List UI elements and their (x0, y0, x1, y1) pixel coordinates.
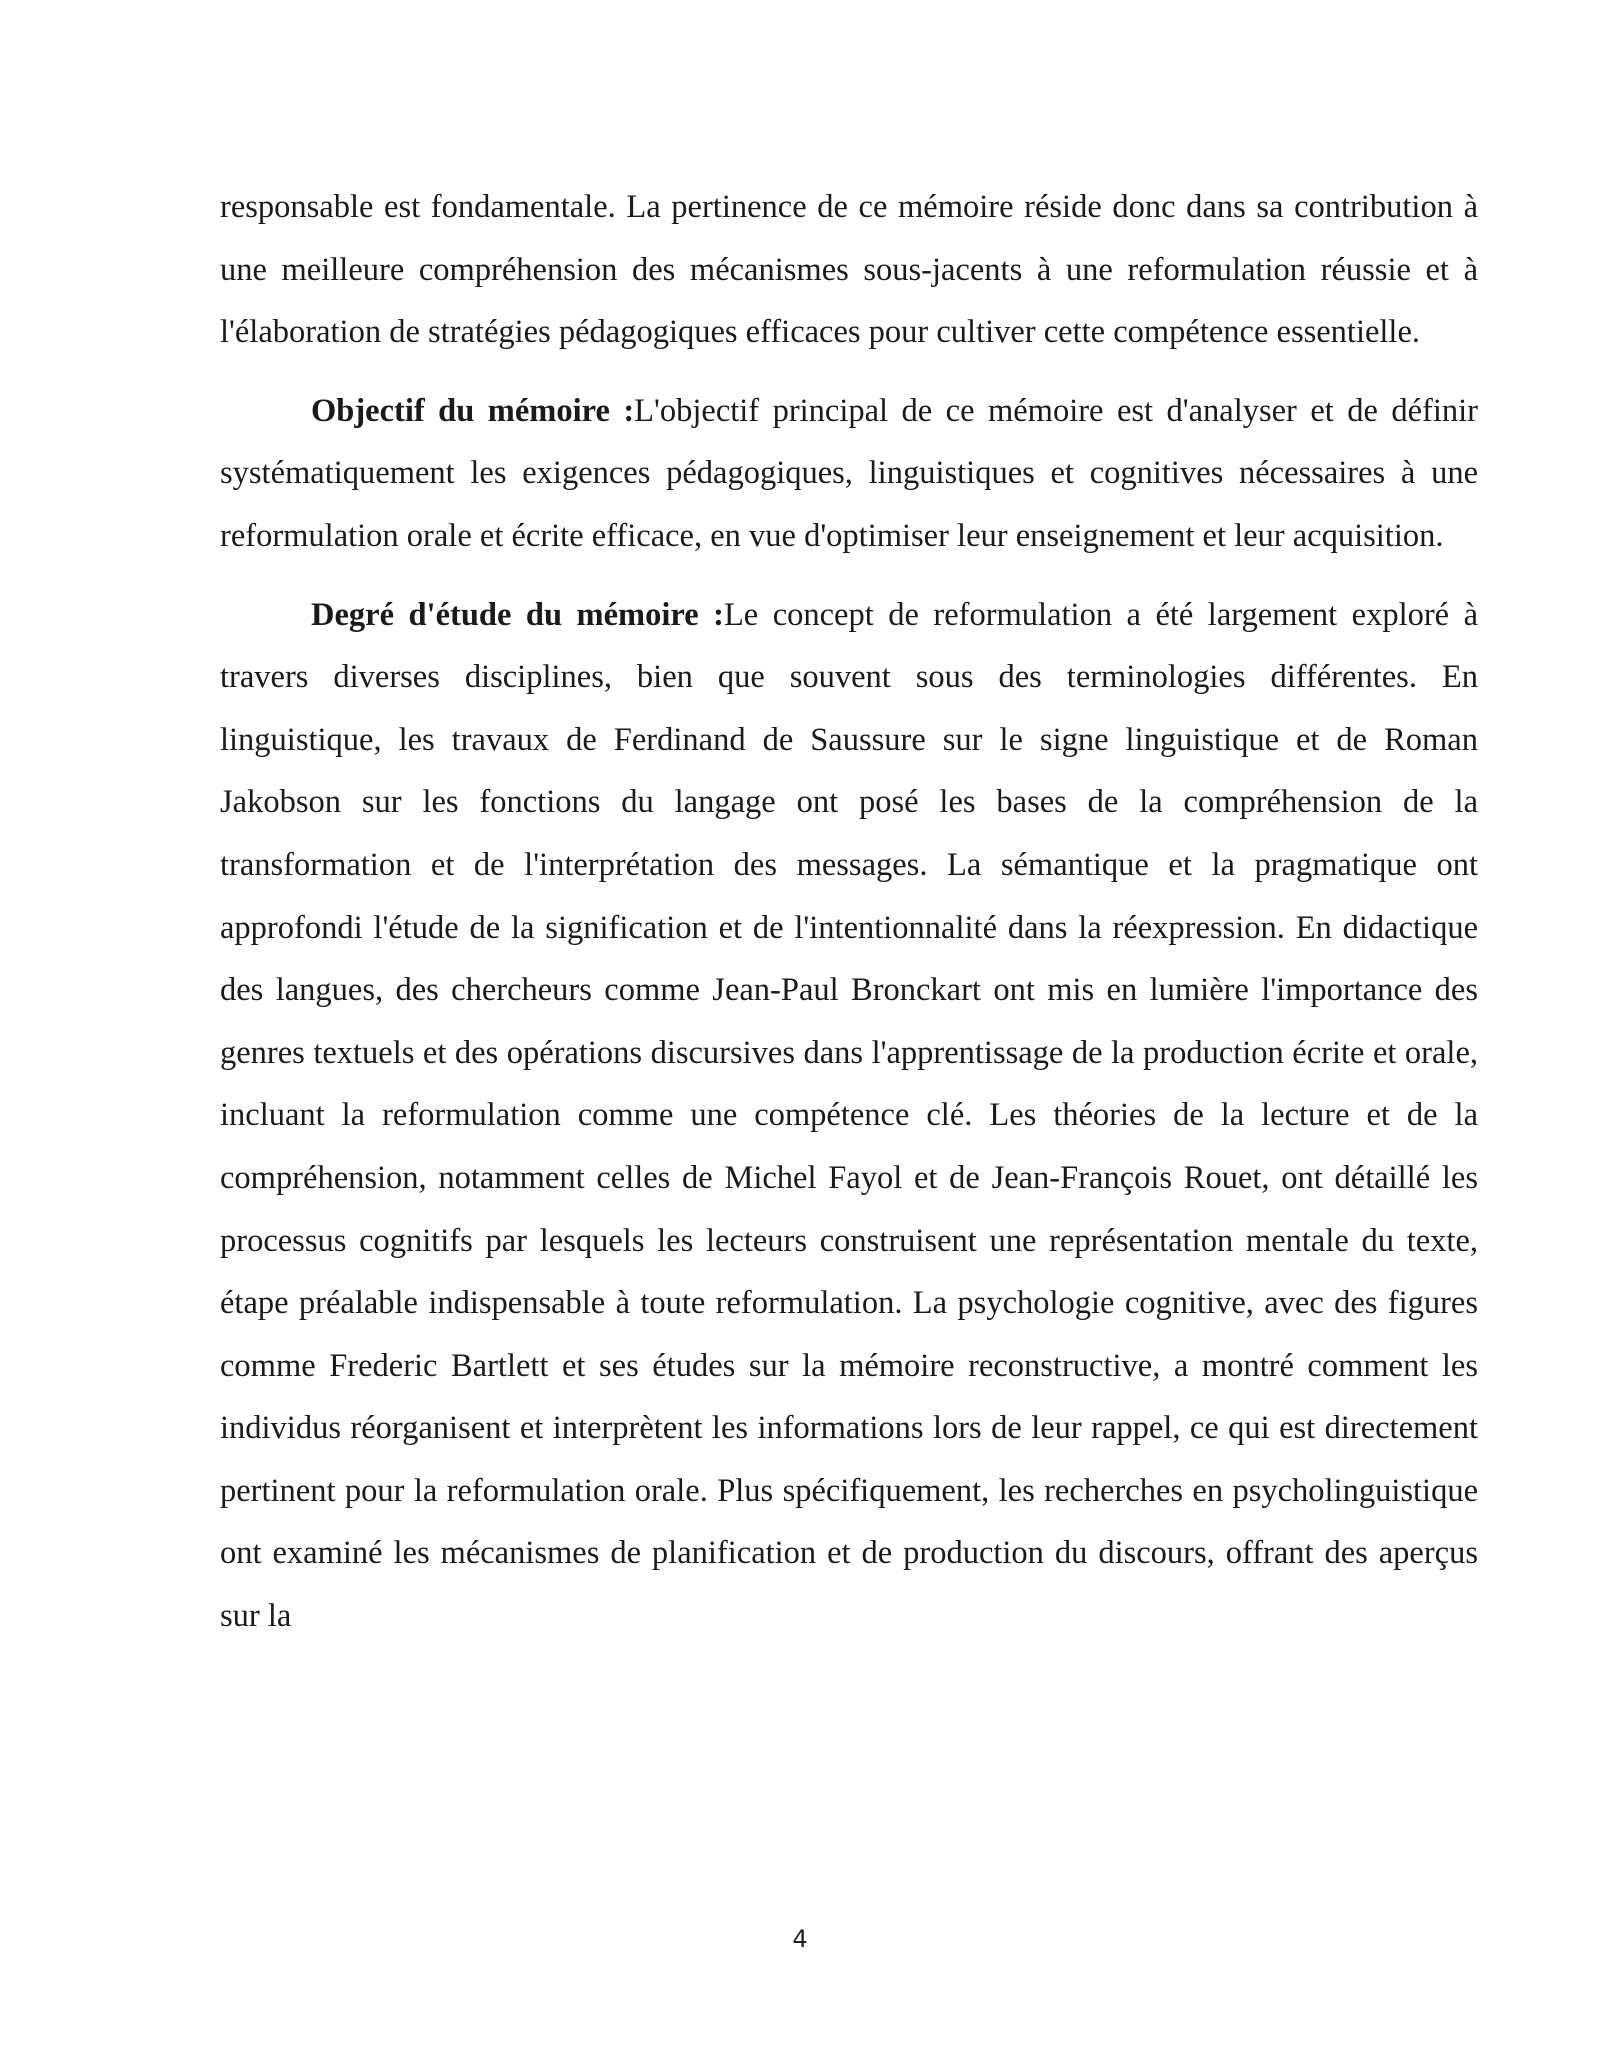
page-number: 4 (792, 1925, 808, 1953)
study-degree-heading: Degré d'étude du mémoire : (311, 596, 724, 633)
paragraph-text: Le concept de reformulation a été largement exploré à travers diverses disciplines, bien que souvent sous des terminologies différentes. En linguistique, les travaux de Ferdinand de Saussure sur le signe linguistique et de Roman Jakobson sur les fonctions du langage ont posé les bases de la compréhension de la transformation et de l'interprétation des messages. La sémantique et la pragmatique ont approfondi l'étude de la signification et de l'intentionnalité dans la réexpression. En didactique des langues, des chercheurs comme Jean-Paul Bronckart ont mis en lumière l'importance des genres textuels et des opérations discursives dans l'apprentissage de la production écrite et orale, incluant la reformulation comme une compétence clé. Les théories de la lecture et de la compréhension, notamment celles de Michel Fayol et de Jean-François Rouet, ont détaillé les processus cognitifs par lesquels les lecteurs construisent une représentation mentale du texte, étape préalable indispensable à toute reformulation. La psychologie cognitive, avec des figures comme Frederic Bartlett et ses études sur la mémoire reconstructive, a montré comment les individus réorganisent et interprètent les informations lors de leur rappel, ce qui est directement pertinent pour la reformulation orale. Plus spécifiquement, les recherches en psycholinguistique ont examiné les mécanismes de planification et de production du discours, offrant des aperçus sur la (220, 596, 1478, 1635)
page-body (220, 176, 1478, 1648)
objective-heading: Objectif du mémoire : (311, 392, 635, 429)
paragraph-text: L'objectif principal de ce mémoire est d'analyser et de définir systématiquement les exigences pédagogiques, linguistiques et cognitives nécessaires à une reformulation orale et écrite efficace, en vue d'optimiser leur enseignement et leur acquisition. (220, 392, 1478, 554)
paragraph-objective (220, 380, 1478, 568)
paragraph-text: responsable est fondamentale. La pertinence de ce mémoire réside donc dans sa contribution à une meilleure compréhension des mécanismes sous-jacents à une reformulation réussie et à l'élaboration de stratégies pédagogiques efficaces pour cultiver cette compétence essentielle. (220, 189, 1478, 351)
paragraph-relevance (220, 176, 1478, 364)
paragraph-study-degree (220, 584, 1478, 1648)
